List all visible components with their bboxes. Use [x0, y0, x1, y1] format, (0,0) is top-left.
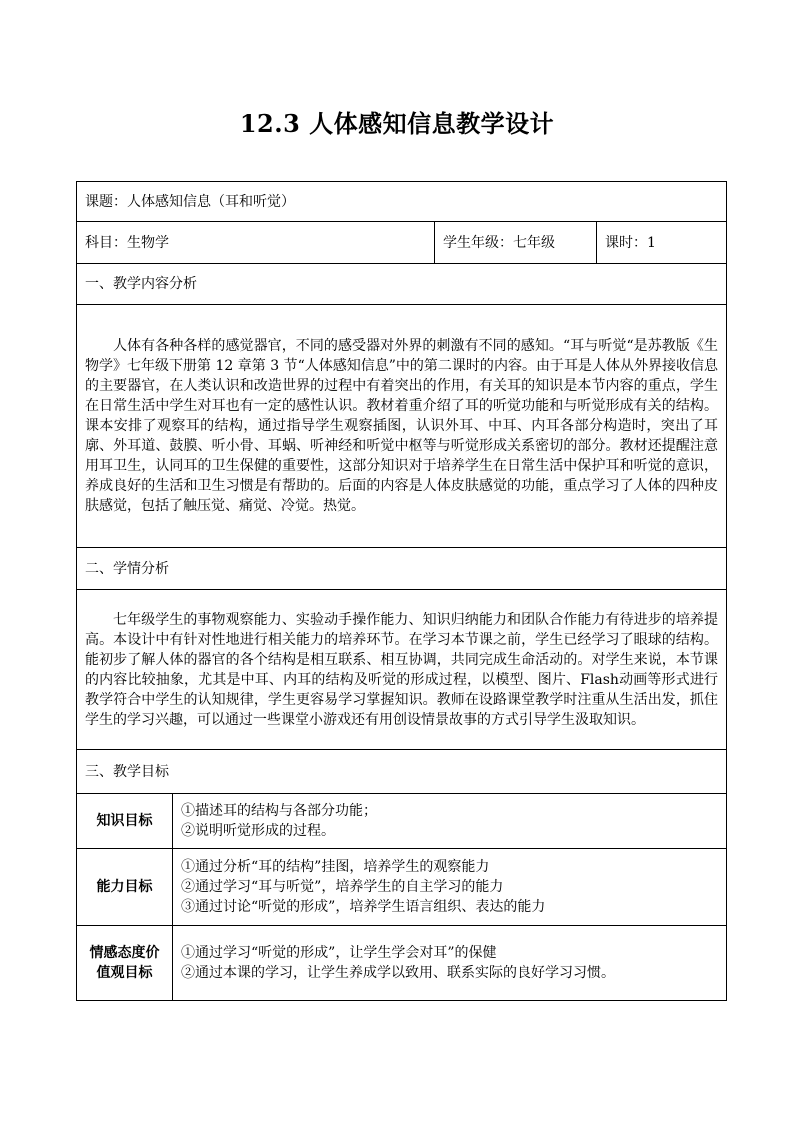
label-line: 值观目标	[96, 965, 153, 981]
ability-objective-items	[173, 849, 727, 926]
list-item: ②通过学习“耳与听觉”，培养学生的自主学习的能力	[181, 879, 504, 895]
document-title: 12.3 人体感知信息教学设计	[239, 109, 555, 138]
emotion-objective-label	[77, 926, 173, 1001]
emotion-objective-items	[173, 926, 727, 1001]
course-title-cell: 课题：人体感知信息（耳和听觉）	[77, 182, 727, 222]
hours-cell: 课时：1	[597, 222, 727, 264]
list-item: ②说明听觉形成的过程。	[181, 823, 335, 839]
subject-cell: 科目：生物学	[77, 222, 435, 264]
list-item: ①通过学习“听觉的形成”，让学生学会对耳”的保健	[181, 945, 497, 961]
knowledge-objective-label: 知识目标	[77, 794, 173, 849]
label-line: 情感态度价	[89, 945, 160, 961]
section-heading-objectives: 三、教学目标	[77, 750, 727, 794]
lesson-plan-table	[76, 181, 727, 1001]
section-heading-student-analysis: 二、学情分析	[77, 548, 727, 590]
list-item: ②通过本课的学习，让学生养成学以致用、联系实际的良好学习习惯。	[181, 965, 615, 981]
list-item: ①通过分析“耳的结构”挂图，培养学生的观察能力	[181, 859, 490, 875]
knowledge-objective-items	[173, 794, 727, 849]
section-heading-content-analysis: 一、教学内容分析	[77, 264, 727, 305]
ability-objective-label: 能力目标	[77, 849, 173, 926]
list-item: ①描述耳的结构与各部分功能；	[181, 803, 377, 819]
grade-cell: 学生年级：七年级	[435, 222, 597, 264]
content-analysis-paragraph: 人体有各种各样的感觉器官，不同的感受器对外界的刺激有不同的感知。“耳与听觉“是苏教版《生物学》七年级下册第 12 章第 3 节“人体感知信息”中的第二课时的内容。由于耳是人体从外界接收信息的主要器官，在人类认识和改造世界的过程中有着突出的作用，有关耳的知识是本节内容的重点，学生在日常生活中学生对耳也有一定的感性认识。教材着重介绍了耳的听觉功能和与听觉形成有关的结构。课本安排了观察耳的结构，通过指导学生观察插图，认识外耳、中耳、内耳各部分构造时，突出了耳廓、外耳道、鼓膜、听小骨、耳蜗、听神经和听觉中枢等与听觉形成关系密切的部分。教材还提醒注意用耳卫生，认同耳的卫生保健的重要性，这部分知识对于培养学生在日常生活中保护耳和听觉的意识，养成良好的生活和卫生习惯是有帮助的。后面的内容是人体皮肤感觉的功能，重点学习了人体的四种皮肤感觉，包括了触压觉、痛觉、冷觉。热觉。	[77, 305, 727, 548]
list-item: ③通过讨论“听觉的形成”，培养学生语言组织、表达的能力	[181, 899, 546, 915]
student-analysis-paragraph: 七年级学生的事物观察能力、实验动手操作能力、知识归纳能力和团队合作能力有待进步的培养提高。本设计中有针对性地进行相关能力的培养环节。在学习本节课之前，学生已经学习了眼球的结构。能初步了解人体的器官的各个结构是相互联系、相互协调，共同完成生命活动的。对学生来说，本节课的内容比较抽象，尤其是中耳、内耳的结构及听觉的形成过程，以模型、图片、Flash动画等形式进行教学符合中学生的认知规律，学生更容易学习掌握知识。教师在设路课堂教学时注重从生活出发，抓住学生的学习兴趣，可以通过一些课堂小游戏还有用创设情景故事的方式引导学生汲取知识。	[77, 590, 727, 750]
